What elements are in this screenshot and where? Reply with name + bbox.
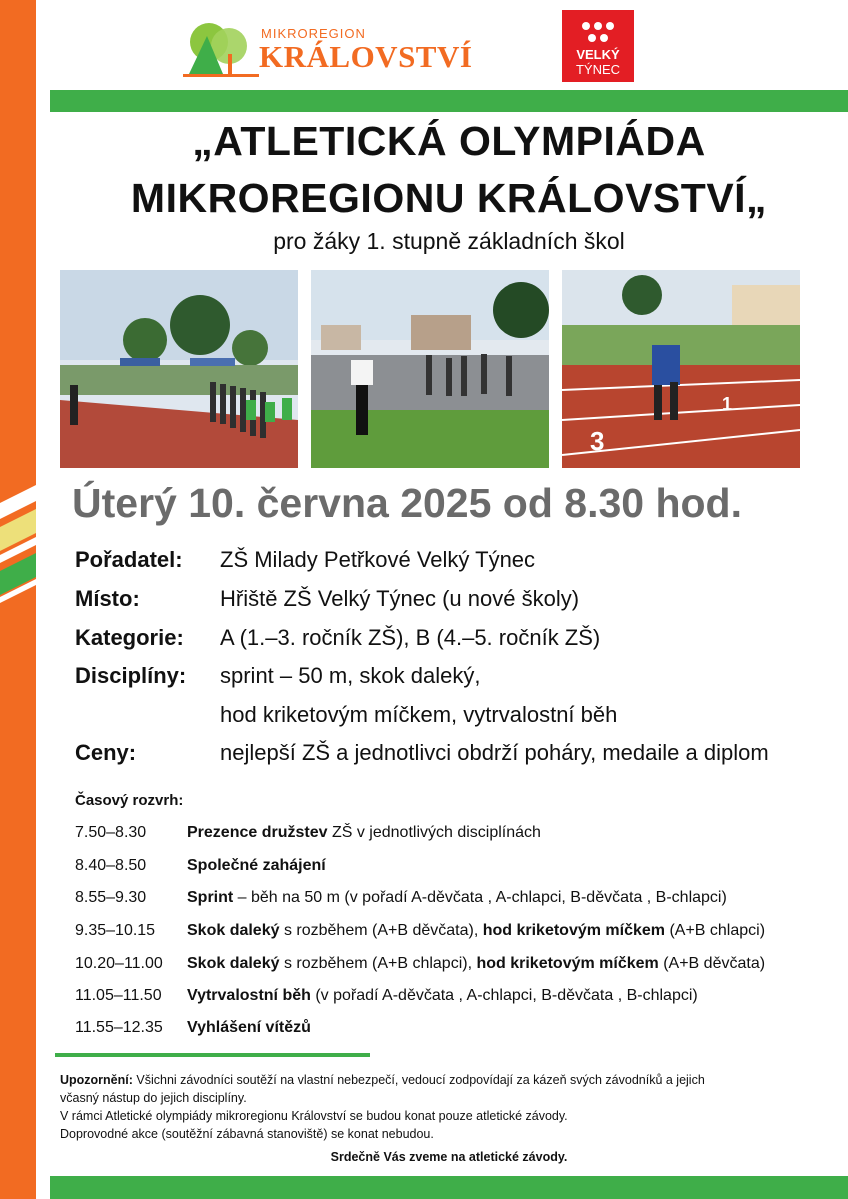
logo-line1: VELKÝ	[576, 47, 620, 62]
info-label-organizer: Pořadatel:	[75, 547, 183, 572]
schedule-desc: Skok daleký s rozběhem (A+B děvčata), hod kriketovým míčkem (A+B chlapci)	[187, 922, 766, 939]
schedule-time: 10.20–11.00	[75, 955, 163, 972]
info-value-place: Hřiště ZŠ Velký Týnec (u nové školy)	[220, 586, 580, 611]
schedule-time: 8.55–9.30	[75, 889, 147, 906]
divider	[55, 1053, 370, 1057]
info-value-disciplines: sprint – 50 m, skok daleký,	[220, 663, 481, 688]
page-subtitle: pro žáky 1. stupně základních škol	[273, 228, 625, 254]
schedule-time: 11.05–11.50	[75, 987, 162, 1004]
info-label-place: Místo:	[75, 586, 140, 611]
info-value-category: A (1.–3. ročník ZŠ), B (4.–5. ročník ZŠ)	[220, 625, 601, 650]
page-title-line1: „ATLETICKÁ OLYMPIÁDA	[192, 118, 706, 164]
logo-subtitle: MIKROREGION	[261, 26, 366, 41]
warning-note-cont: včasný nástup do jejich disciplíny.	[60, 1091, 247, 1105]
note-no-side-events: Doprovodné akce (soutěžní zábavná stanoviště) se konat nebudou.	[60, 1127, 434, 1141]
closing-invitation: Srdečně Vás zveme na atletické závody.	[330, 1150, 568, 1164]
kralovstvi-logo	[183, 18, 483, 78]
info-label-disciplines: Disciplíny:	[75, 663, 187, 688]
info-label-prizes: Ceny:	[75, 740, 137, 765]
photo-opening-ceremony	[60, 270, 298, 468]
schedule-time: 8.40–8.50	[75, 857, 147, 874]
schedule-desc: Společné zahájení	[187, 857, 326, 874]
page-title-line2: MIKROREGIONU KRÁLOVSTVÍ„	[130, 175, 768, 221]
velky-tynec-logo	[562, 10, 634, 82]
info-value-organizer: ZŠ Milady Petřkové Velký Týnec	[220, 547, 536, 572]
schedule-time: 9.35–10.15	[75, 922, 156, 939]
bottom-green-bar	[50, 1176, 848, 1199]
info-value-disciplines-2: hod kriketovým míčkem, vytrvalostní běh	[220, 702, 618, 727]
logo-line2: TÝNEC	[575, 62, 621, 77]
schedule-desc: Vytrvalostní běh (v pořadí A-děvčata , A-chlapci, B-děvčata , B-chlapci)	[187, 987, 698, 1004]
info-value-prizes: nejlepší ZŠ a jednotlivci obdrží poháry, medaile a diplom	[220, 740, 769, 765]
svg-text:3: 3	[590, 426, 605, 456]
schedule-desc: Sprint – běh na 50 m (v pořadí A-děvčata , A-chlapci, B-děvčata , B-chlapci)	[187, 889, 727, 906]
top-green-bar	[50, 90, 848, 112]
schedule-desc: Prezence družstev ZŠ v jednotlivých disciplínách	[187, 824, 541, 841]
schedule-time: 7.50–8.30	[75, 824, 147, 841]
schedule-time: 11.55–12.35	[75, 1019, 163, 1036]
svg-text:1: 1	[722, 394, 733, 414]
logo-name: KRÁLOVSTVÍ	[259, 39, 473, 74]
stripe-decoration	[0, 475, 36, 635]
event-date: Úterý 10. června 2025 od 8.30 hod.	[72, 480, 742, 526]
warning-note: Upozornění: Všichni závodníci soutěží na vlastní nebezpečí, vedoucí zodpovídají za kázeň svých závodníků a jejich	[60, 1073, 705, 1087]
dots-icon	[578, 20, 618, 44]
photo-starting-line	[311, 270, 549, 468]
schedule-desc: Vyhlášení vítězů	[187, 1019, 311, 1036]
note-athletics-only: V rámci Atletické olympiády mikroregionu Království se budou konat pouze atletické závody.	[60, 1109, 568, 1123]
info-label-category: Kategorie:	[75, 625, 184, 650]
schedule-desc: Skok daleký s rozběhem (A+B chlapci), hod kriketovým míčkem (A+B děvčata)	[187, 955, 766, 972]
tree-icon	[183, 18, 259, 78]
photo-sprint-race	[562, 270, 800, 468]
schedule-heading: Časový rozvrh:	[75, 792, 184, 809]
